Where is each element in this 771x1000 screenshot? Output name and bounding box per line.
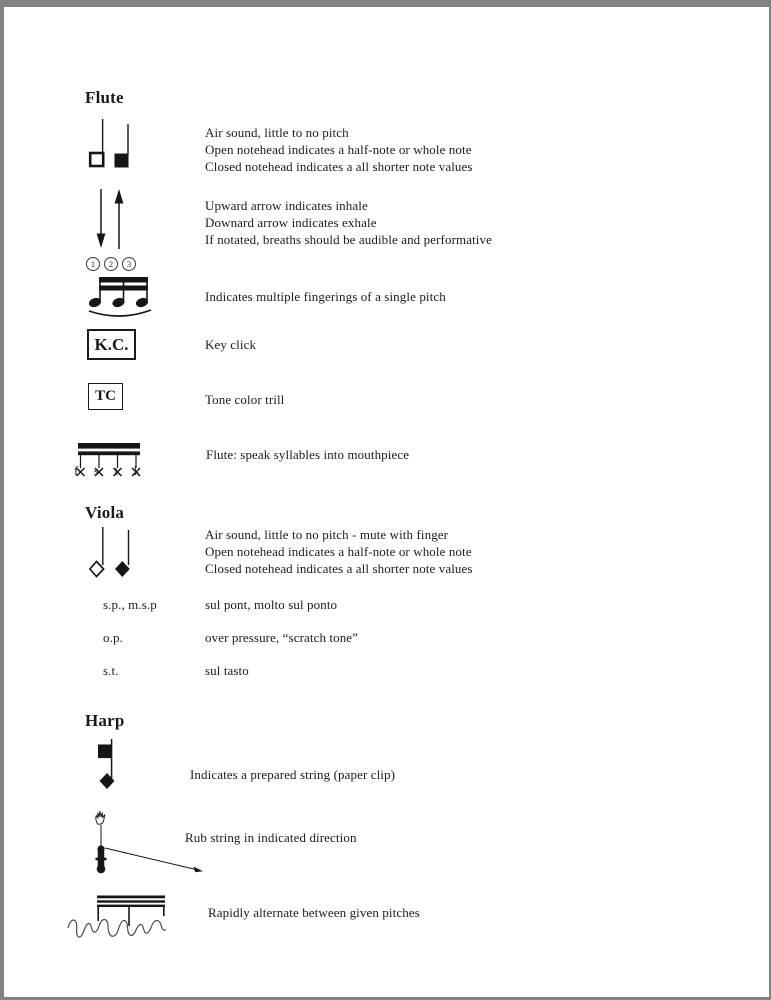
viola-air-sound-description bbox=[205, 526, 473, 578]
abbr-st-description: sul tasto bbox=[205, 663, 249, 678]
text-line: Tone color trill bbox=[205, 392, 285, 407]
section-title-viola: Viola bbox=[85, 503, 125, 522]
abbr-st: s.t. bbox=[103, 663, 119, 678]
syllable-letters bbox=[74, 464, 140, 479]
beamed-notes-icon bbox=[84, 275, 156, 321]
circled-number: 2 bbox=[104, 257, 118, 271]
syllable-letter: t bbox=[114, 464, 118, 478]
text-line: Indicates a prepared string (paper clip) bbox=[190, 767, 396, 782]
viola-air-sound-notation-icon bbox=[89, 524, 133, 579]
tone-color-symbol-box: TC bbox=[88, 383, 123, 410]
syllable-letter: f bbox=[74, 464, 79, 478]
abbr-op: o.p. bbox=[103, 630, 123, 645]
text-line: Closed notehead indicates a all shorter note values bbox=[205, 561, 473, 577]
syllables-description bbox=[206, 446, 409, 463]
prepared-string-notation-icon bbox=[91, 737, 119, 791]
section-title-flute: Flute bbox=[85, 88, 124, 107]
key-click-symbol-box: K.C. bbox=[87, 329, 136, 360]
key-click-description bbox=[205, 336, 256, 353]
text-line: If notated, breaths should be audible and performative bbox=[205, 232, 492, 248]
text-line: Air sound, little to no pitch - mute with finger bbox=[205, 527, 449, 542]
fingering-number-circles bbox=[86, 257, 136, 271]
text-line: Rub string in indicated direction bbox=[185, 830, 357, 845]
text-line: Upward arrow indicates inhale bbox=[205, 198, 368, 213]
text-line: Open notehead indicates a half-note or whole note bbox=[205, 142, 472, 158]
text-line: Indicates multiple fingerings of a single pitch bbox=[205, 289, 446, 304]
rub-string-description bbox=[185, 829, 357, 846]
abbr-sp-description: sul pont, molto sul ponto bbox=[205, 597, 338, 612]
text-line: Air sound, little to no pitch bbox=[205, 125, 349, 140]
breath-arrows-icon bbox=[92, 187, 128, 251]
text-line: Downard arrow indicates exhale bbox=[205, 215, 377, 231]
flute-air-sound-notation-icon bbox=[88, 116, 134, 169]
hand-icon bbox=[96, 811, 105, 824]
circled-number: 3 bbox=[122, 257, 136, 271]
rapid-alternation-notation-icon bbox=[66, 892, 170, 940]
section-title-harp: Harp bbox=[85, 711, 125, 730]
syllable-letter: s bbox=[93, 464, 99, 478]
tone-color-description bbox=[205, 391, 284, 408]
rapid-alternation-description bbox=[208, 904, 420, 921]
text-line: Flute: speak syllables into mouthpiece bbox=[206, 447, 410, 462]
prepared-string-description bbox=[190, 766, 395, 783]
circled-number: 1 bbox=[86, 257, 100, 271]
text-line: Closed notehead indicates a all shorter note values bbox=[205, 159, 473, 175]
syllable-letter: k bbox=[133, 464, 140, 478]
text-line: Rapidly alternate between given pitches bbox=[208, 905, 420, 920]
flute-air-sound-description bbox=[205, 124, 473, 176]
abbr-op-description: over pressure, “scratch tone” bbox=[205, 630, 359, 645]
abbr-sp: s.p., m.s.p bbox=[103, 597, 157, 612]
text-line: Open notehead indicates a half-note or whole note bbox=[205, 544, 472, 560]
text-line: Key click bbox=[205, 337, 257, 352]
breath-description bbox=[205, 197, 492, 249]
fingerings-description bbox=[205, 288, 446, 305]
